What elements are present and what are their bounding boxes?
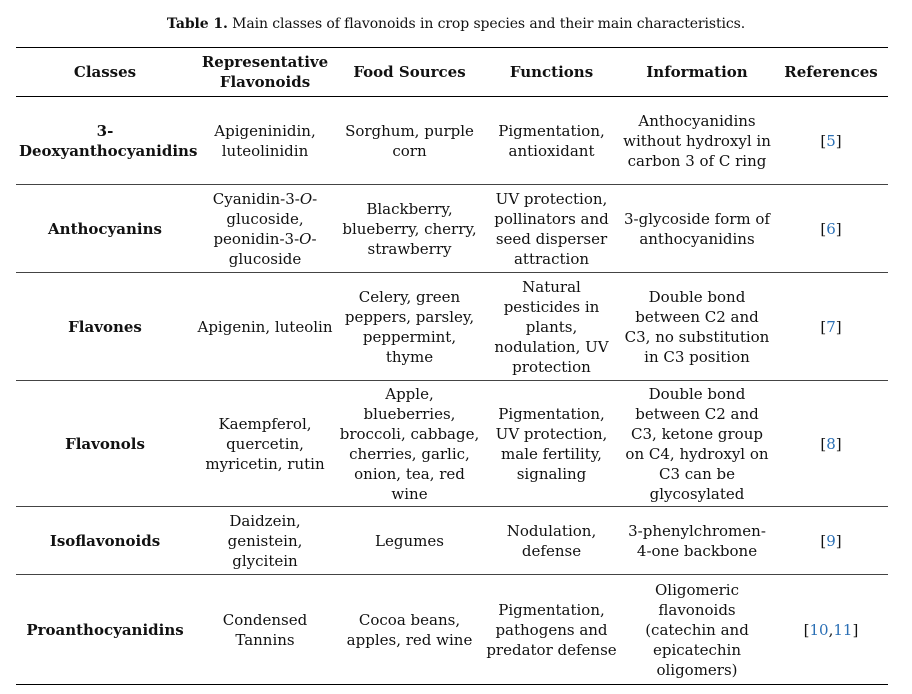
table-row (16, 381, 888, 507)
functions-cell: Pigmentation, antioxidant (498, 121, 605, 160)
caption-text: Main classes of flavonoids in crop species and their main characteristics. (232, 16, 746, 32)
reference-link[interactable]: 9 (826, 531, 836, 550)
flavonoid-classes-table (16, 47, 888, 685)
reference-link[interactable]: 7 (826, 317, 836, 336)
header-references: References (784, 63, 878, 81)
functions-cell: Natural pesticides in plants, nodulation, UV protection (494, 277, 609, 376)
flavonoids-cell: Daidzein, genistein, glycitein (227, 511, 303, 570)
ref-close-bracket: ] (835, 219, 842, 238)
food-sources-cell: Cocoa beans, apples, red wine (346, 610, 473, 649)
references-cell (774, 185, 888, 273)
references-cell (774, 575, 888, 685)
information-cell: Anthocyanidins without hydroxyl in carbon 3 of C ring (623, 111, 771, 170)
table-row (16, 273, 888, 381)
references-cell (774, 507, 888, 575)
ref-close-bracket: ] (852, 620, 859, 639)
table-header-row (16, 48, 888, 97)
ref-close-bracket: ] (835, 531, 842, 550)
ref-open-bracket: [ (820, 317, 827, 336)
flavonoid-italic: O (299, 229, 312, 248)
header-representative-line1: Representative (201, 53, 329, 71)
table-row (16, 185, 888, 273)
flavonoid-text: -glucoside, peonidin-3- (213, 189, 318, 248)
functions-cell: Nodulation, defense (506, 521, 597, 560)
ref-open-bracket: [ (820, 434, 827, 453)
class-name-line2: Deoxyanthocyanidins (19, 141, 198, 160)
food-sources-cell: Celery, green peppers, parsley, peppermint, thyme (344, 287, 475, 366)
class-name-line1: 3- (96, 121, 114, 140)
functions-cell: UV protection, pollinators and seed disperser attraction (494, 189, 609, 268)
header-representative-line2: Flavonoids (219, 73, 311, 91)
header-classes: Classes (73, 63, 137, 81)
references-cell (774, 97, 888, 185)
reference-link[interactable]: 6 (826, 219, 836, 238)
ref-open-bracket: [ (820, 131, 827, 150)
food-sources-cell: Apple, blueberries, broccoli, cabbage, cherries, garlic, onion, tea, red wine (339, 384, 480, 503)
ref-separator: , (828, 620, 834, 639)
food-sources-cell: Legumes (375, 531, 444, 550)
caption-label: Table 1. (166, 16, 228, 32)
ref-close-bracket: ] (835, 317, 842, 336)
flavonoids-cell: Apigeninidin, luteolinidin (214, 121, 316, 160)
ref-close-bracket: ] (835, 434, 842, 453)
table-caption (0, 16, 912, 32)
header-information: Information (646, 63, 748, 81)
information-cell: 3-glycoside form of anthocyanidins (624, 209, 770, 248)
class-cell: Flavones (68, 317, 142, 336)
reference-link[interactable]: 11 (833, 620, 853, 639)
table-row (16, 97, 888, 185)
food-sources-cell: Sorghum, purple corn (345, 121, 474, 160)
flavonoid-italic: O (299, 189, 313, 208)
flavonoids-cell: Condensed Tannins (222, 610, 308, 649)
references-cell (774, 273, 888, 381)
header-functions: Functions (509, 63, 594, 81)
class-cell: Flavonols (65, 434, 145, 453)
class-cell: Proanthocyanidins (26, 620, 184, 639)
food-sources-cell: Blackberry, blueberry, cherry, strawberry (342, 199, 477, 258)
reference-link[interactable]: 5 (826, 131, 836, 150)
flavonoid-text: -glucoside (228, 229, 317, 268)
information-cell: Double bond between C2 and C3, no substitution in C3 position (624, 287, 770, 366)
header-representative-flavonoids (194, 48, 336, 97)
flavonoid-text: Cyanidin-3- (212, 189, 300, 208)
class-cell: Anthocyanins (48, 219, 162, 238)
ref-open-bracket: [ (803, 620, 810, 639)
information-cell: Oligomeric flavonoids (catechin and epicatechin oligomers) (645, 580, 749, 679)
flavonoids-cell: Kaempferol, quercetin, myricetin, rutin (205, 414, 325, 473)
flavonoids-cell (194, 185, 336, 273)
table-row (16, 575, 888, 685)
functions-cell: Pigmentation, pathogens and predator defense (486, 600, 617, 659)
header-food-sources: Food Sources (353, 63, 466, 81)
ref-close-bracket: ] (835, 131, 842, 150)
reference-link[interactable]: 10 (809, 620, 829, 639)
flavonoids-cell: Apigenin, luteolin (197, 317, 333, 336)
reference-link[interactable]: 8 (826, 434, 836, 453)
references-cell (774, 381, 888, 507)
information-cell: Double bond between C2 and C3, ketone group on C4, hydroxyl on C3 can be glycosylated (625, 384, 769, 503)
ref-open-bracket: [ (820, 531, 827, 550)
class-cell: Isoflavonoids (49, 531, 161, 550)
table-row (16, 507, 888, 575)
information-cell: 3-phenylchromen-4-one backbone (628, 521, 766, 560)
ref-open-bracket: [ (820, 219, 827, 238)
functions-cell: Pigmentation, UV protection, male fertility, signaling (495, 404, 608, 483)
class-cell (16, 97, 198, 185)
